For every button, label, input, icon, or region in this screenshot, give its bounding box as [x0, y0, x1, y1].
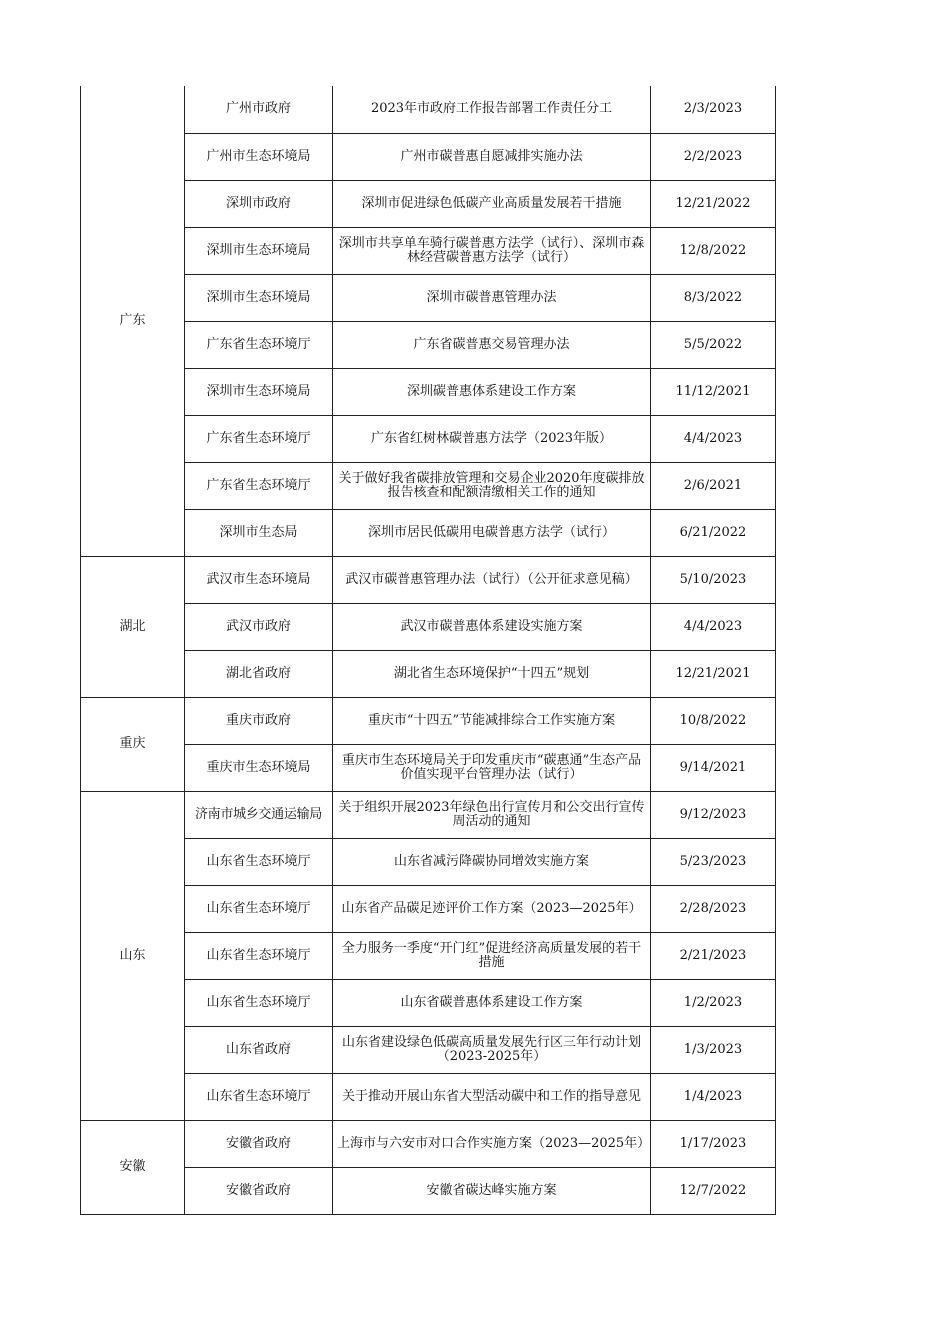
- table-row: [81, 133, 776, 180]
- date-cell: 12/21/2021: [651, 650, 776, 697]
- document-title-cell: 关于推动开展山东省大型活动碳中和工作的指导意见: [333, 1073, 651, 1120]
- table-row: [81, 1167, 776, 1214]
- table-row: [81, 650, 776, 697]
- document-title-cell: 重庆市“十四五”节能减排综合工作实施方案: [333, 697, 651, 744]
- date-cell: 12/21/2022: [651, 180, 776, 227]
- department-cell: 武汉市政府: [185, 603, 333, 650]
- table-row: [81, 415, 776, 462]
- department-cell: 山东省生态环境厅: [185, 1073, 333, 1120]
- department-cell: 山东省政府: [185, 1026, 333, 1073]
- document-title-cell: 上海市与六安市对口合作实施方案（2023—2025年）: [333, 1120, 651, 1167]
- date-cell: 10/8/2022: [651, 697, 776, 744]
- date-cell: 12/7/2022: [651, 1167, 776, 1214]
- table-row: [81, 697, 776, 744]
- document-title-cell: 关于组织开展2023年绿色出行宣传月和公交出行宣传周活动的通知: [333, 791, 651, 838]
- document-title-cell: 深圳碳普惠体系建设工作方案: [333, 368, 651, 415]
- table-row: [81, 321, 776, 368]
- table-row: [81, 1026, 776, 1073]
- table-row: [81, 227, 776, 274]
- document-title-cell: 深圳市居民低碳用电碳普惠方法学（试行）: [333, 509, 651, 556]
- department-cell: 山东省生态环境厅: [185, 932, 333, 979]
- table-row: [81, 86, 776, 133]
- table-row: [81, 838, 776, 885]
- document-title-cell: 2023年市政府工作报告部署工作责任分工: [333, 86, 651, 133]
- policy-table: [80, 86, 776, 1215]
- table-row: [81, 556, 776, 603]
- department-cell: 深圳市生态环境局: [185, 227, 333, 274]
- department-cell: 重庆市生态环境局: [185, 744, 333, 791]
- department-cell: 山东省生态环境厅: [185, 979, 333, 1026]
- province-cell: 山东: [81, 791, 185, 1120]
- date-cell: 4/4/2023: [651, 603, 776, 650]
- table-row: [81, 603, 776, 650]
- date-cell: 6/21/2022: [651, 509, 776, 556]
- date-cell: 2/6/2021: [651, 462, 776, 509]
- date-cell: 12/8/2022: [651, 227, 776, 274]
- date-cell: 1/3/2023: [651, 1026, 776, 1073]
- date-cell: 4/4/2023: [651, 415, 776, 462]
- document-title-cell: 重庆市生态环境局关于印发重庆市“碳惠通”生态产品价值实现平台管理办法（试行）: [333, 744, 651, 791]
- table-row: [81, 462, 776, 509]
- table-row: [81, 368, 776, 415]
- date-cell: 2/28/2023: [651, 885, 776, 932]
- table-row: [81, 274, 776, 321]
- date-cell: 2/2/2023: [651, 133, 776, 180]
- document-title-cell: 湖北省生态环境保护“十四五”规划: [333, 650, 651, 697]
- document-title-cell: 广州市碳普惠自愿减排实施办法: [333, 133, 651, 180]
- province-cell: 湖北: [81, 556, 185, 697]
- date-cell: 8/3/2022: [651, 274, 776, 321]
- date-cell: 5/5/2022: [651, 321, 776, 368]
- date-cell: 1/17/2023: [651, 1120, 776, 1167]
- province-cell: 安徽: [81, 1120, 185, 1214]
- table-row: [81, 1120, 776, 1167]
- document-title-cell: 山东省建设绿色低碳高质量发展先行区三年行动计划（2023-2025年）: [333, 1026, 651, 1073]
- date-cell: 5/23/2023: [651, 838, 776, 885]
- date-cell: 2/21/2023: [651, 932, 776, 979]
- date-cell: 2/3/2023: [651, 86, 776, 133]
- document-title-cell: 山东省减污降碳协同增效实施方案: [333, 838, 651, 885]
- department-cell: 湖北省政府: [185, 650, 333, 697]
- table-row: [81, 979, 776, 1026]
- department-cell: 深圳市政府: [185, 180, 333, 227]
- table-row: [81, 509, 776, 556]
- department-cell: 山东省生态环境厅: [185, 885, 333, 932]
- document-title-cell: 关于做好我省碳排放管理和交易企业2020年度碳排放报告核查和配额清缴相关工作的通知: [333, 462, 651, 509]
- date-cell: 9/14/2021: [651, 744, 776, 791]
- table-row: [81, 180, 776, 227]
- department-cell: 深圳市生态局: [185, 509, 333, 556]
- department-cell: 安徽省政府: [185, 1167, 333, 1214]
- table-row: [81, 791, 776, 838]
- province-cell: 广东: [81, 86, 185, 556]
- department-cell: 广州市生态环境局: [185, 133, 333, 180]
- table-row: [81, 744, 776, 791]
- document-title-cell: 武汉市碳普惠体系建设实施方案: [333, 603, 651, 650]
- document-title-cell: 武汉市碳普惠管理办法（试行）（公开征求意见稿）: [333, 556, 651, 603]
- date-cell: 1/4/2023: [651, 1073, 776, 1120]
- document-title-cell: 安徽省碳达峰实施方案: [333, 1167, 651, 1214]
- table-row: [81, 885, 776, 932]
- department-cell: 安徽省政府: [185, 1120, 333, 1167]
- document-title-cell: 深圳市碳普惠管理办法: [333, 274, 651, 321]
- document-title-cell: 广东省红树林碳普惠方法学（2023年版）: [333, 415, 651, 462]
- document-title-cell: 广东省碳普惠交易管理办法: [333, 321, 651, 368]
- province-cell: 重庆: [81, 697, 185, 791]
- date-cell: 9/12/2023: [651, 791, 776, 838]
- document-title-cell: 山东省产品碳足迹评价工作方案（2023—2025年）: [333, 885, 651, 932]
- document-title-cell: 山东省碳普惠体系建设工作方案: [333, 979, 651, 1026]
- policy-table-body: [81, 86, 776, 1214]
- document-title-cell: 深圳市促进绿色低碳产业高质量发展若干措施: [333, 180, 651, 227]
- department-cell: 广州市政府: [185, 86, 333, 133]
- department-cell: 济南市城乡交通运输局: [185, 791, 333, 838]
- table-row: [81, 932, 776, 979]
- department-cell: 山东省生态环境厅: [185, 838, 333, 885]
- department-cell: 广东省生态环境厅: [185, 415, 333, 462]
- table-row: [81, 1073, 776, 1120]
- department-cell: 深圳市生态环境局: [185, 368, 333, 415]
- document-title-cell: 全力服务一季度“开门红”促进经济高质量发展的若干措施: [333, 932, 651, 979]
- department-cell: 广东省生态环境厅: [185, 462, 333, 509]
- date-cell: 1/2/2023: [651, 979, 776, 1026]
- document-title-cell: 深圳市共享单车骑行碳普惠方法学（试行）、深圳市森林经营碳普惠方法学（试行）: [333, 227, 651, 274]
- department-cell: 武汉市生态环境局: [185, 556, 333, 603]
- department-cell: 深圳市生态环境局: [185, 274, 333, 321]
- department-cell: 重庆市政府: [185, 697, 333, 744]
- date-cell: 11/12/2021: [651, 368, 776, 415]
- department-cell: 广东省生态环境厅: [185, 321, 333, 368]
- date-cell: 5/10/2023: [651, 556, 776, 603]
